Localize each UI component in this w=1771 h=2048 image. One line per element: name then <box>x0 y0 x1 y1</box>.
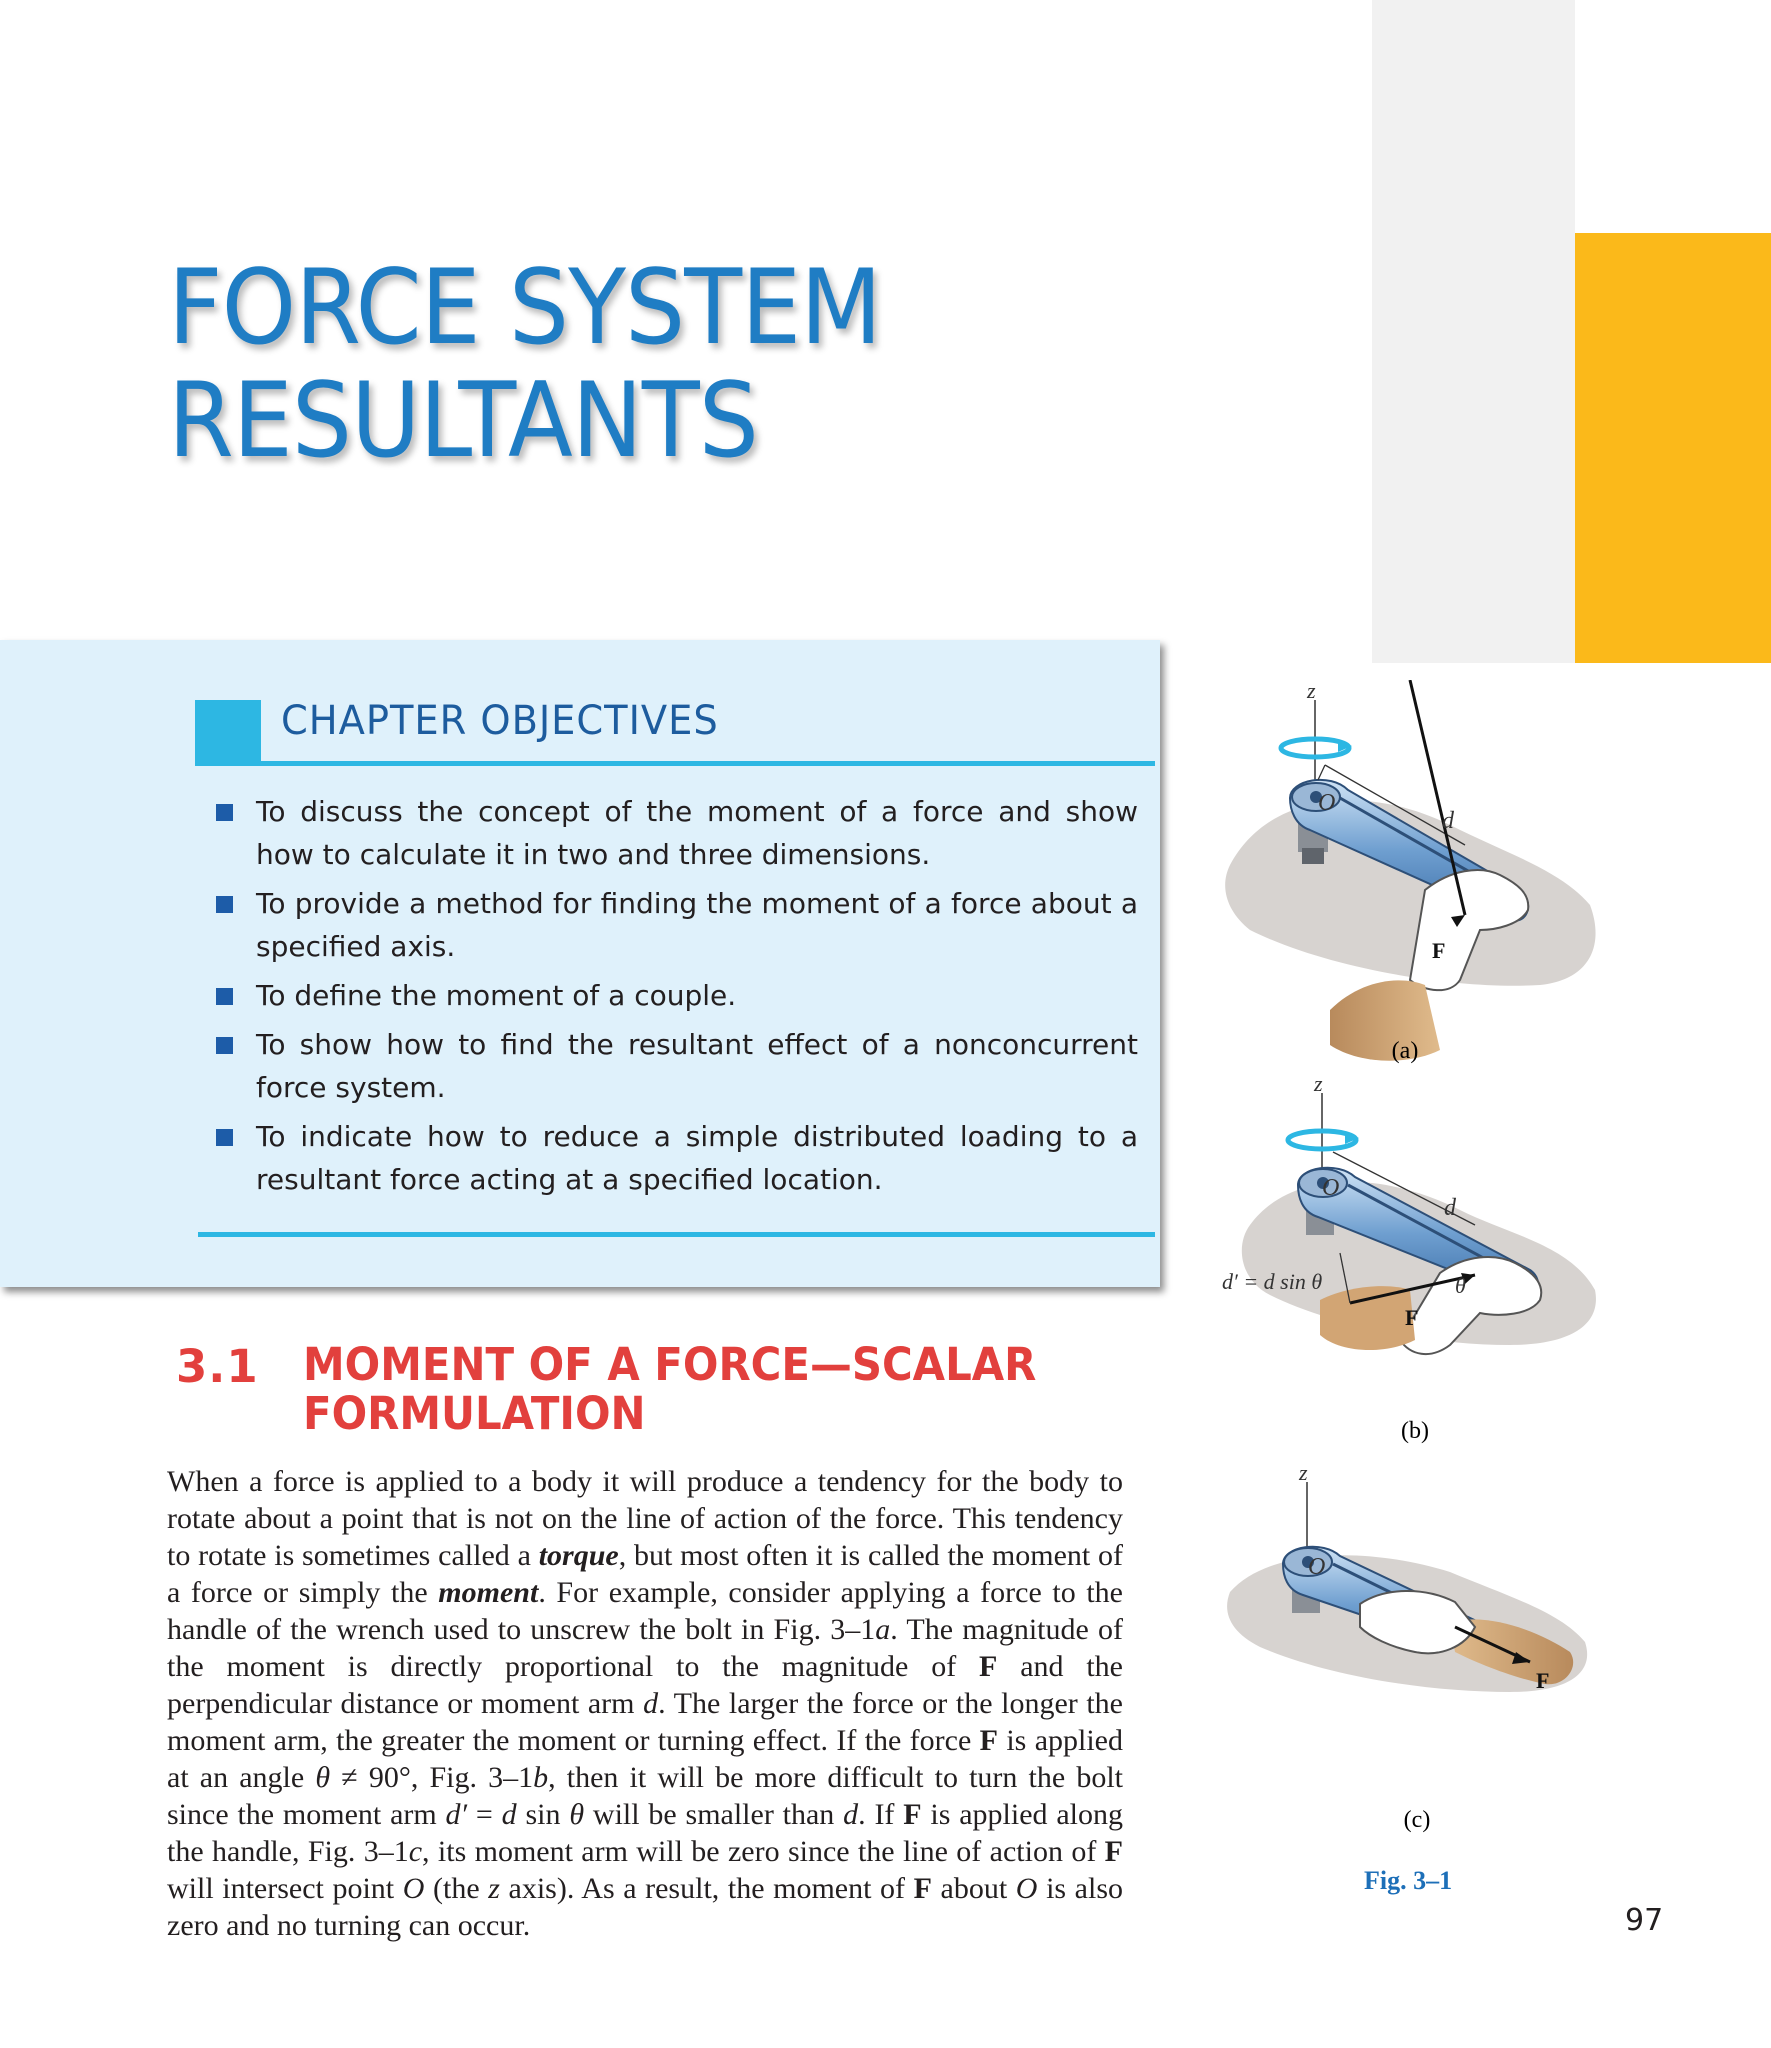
objective-text: To provide a method for finding the moment of a force about a specified axis. <box>256 887 1138 963</box>
subfigure-label-a: (a) <box>1391 1038 1419 1064</box>
label-z: z <box>1307 680 1316 703</box>
symbol-theta: θ <box>315 1761 331 1794</box>
text-run: axis). As a result, the moment of <box>499 1872 914 1905</box>
figure-3-1b-wrench <box>1210 1075 1610 1455</box>
objective-item <box>214 974 1138 1017</box>
label-d: d <box>1442 808 1454 834</box>
text-run: is applied along the handle, Fig. 3–1 <box>167 1798 1123 1868</box>
text-run: . The magnitude of the moment is directly proportional to the magnitude of <box>167 1613 1123 1683</box>
objectives-top-rule <box>195 761 1155 766</box>
subfigure-label-b: (b) <box>1401 1418 1429 1444</box>
objectives-bottom-rule <box>198 1232 1155 1237</box>
fig-ref-c: c <box>408 1835 423 1868</box>
text-run: , but most often it is called the moment of a force or simply the <box>167 1539 1124 1609</box>
page-number: 97 <box>1625 1903 1664 1938</box>
fig-ref-b: b <box>533 1761 549 1794</box>
label-d: d <box>1444 1195 1456 1221</box>
chapter-title-line-2: RESULTANTS <box>168 361 759 481</box>
symbol-d: d <box>643 1687 659 1720</box>
section-number: 3.1 <box>176 1340 259 1393</box>
text-run: is applied at an angle <box>167 1724 1123 1794</box>
text-run: ≠ 90°, Fig. 3–1 <box>330 1761 534 1794</box>
text-run: will be smaller than <box>584 1798 844 1831</box>
symbol-d: d <box>843 1798 859 1831</box>
objectives-heading: CHAPTER OBJECTIVES <box>281 698 719 744</box>
text-run: = <box>467 1798 502 1831</box>
decorative-gray-tab <box>1372 0 1575 663</box>
square-bullet-icon <box>216 896 233 913</box>
objectives-list <box>214 790 1138 1207</box>
body-paragraph <box>167 1463 1123 1944</box>
label-F: F <box>1536 1668 1550 1693</box>
objective-item <box>214 1023 1138 1109</box>
objectives-heading-marker <box>195 700 261 765</box>
label-F: F <box>1405 1305 1419 1330</box>
text-run: is also zero and no turning can occur. <box>167 1872 1123 1942</box>
text-run: will intersect point <box>167 1872 403 1905</box>
symbol-O: O <box>1015 1872 1038 1905</box>
label-d-prime: d′ = d sin θ <box>1222 1269 1323 1294</box>
decorative-orange-tab <box>1575 233 1771 663</box>
section-title <box>303 1340 1066 1438</box>
label-theta: θ <box>1455 1273 1466 1298</box>
objective-text: To show how to find the resultant effect of a nonconcurrent force system. <box>256 1028 1138 1104</box>
subfigure-label-c: (c) <box>1403 1807 1431 1833</box>
symbol-F: F <box>903 1798 922 1831</box>
label-F: F <box>1432 938 1446 963</box>
objective-text: To discuss the concept of the moment of a force and show how to calculate it in two and three dimensions. <box>256 795 1138 871</box>
text-run: . If <box>858 1798 904 1831</box>
objective-item <box>214 1115 1138 1201</box>
term-moment: moment <box>438 1576 539 1609</box>
label-z: z <box>1314 1075 1323 1096</box>
symbol-F: F <box>979 1650 998 1683</box>
symbol-F: F <box>1104 1835 1123 1868</box>
text-run: about <box>931 1872 1016 1905</box>
symbol-d: d <box>501 1798 517 1831</box>
square-bullet-icon <box>216 1129 233 1146</box>
figure-caption: Fig. 3–1 <box>1364 1866 1453 1895</box>
figure-3-1c-wrench <box>1210 1462 1610 1847</box>
text-run: . The larger the force or the longer the moment arm, the greater the moment or turning effect. If the force <box>167 1687 1123 1757</box>
symbol-F: F <box>979 1724 998 1757</box>
objective-item <box>214 882 1138 968</box>
objective-text: To indicate how to reduce a simple distributed loading to a resultant force acting at a specified location. <box>256 1120 1138 1196</box>
chapter-title-line-1: FORCE SYSTEM <box>168 248 882 368</box>
label-O: O <box>1322 1175 1340 1201</box>
figure-3-1a-wrench <box>1210 680 1610 1080</box>
chapter-title <box>168 248 996 481</box>
label-O: O <box>1318 790 1336 816</box>
text-run: and the perpendicular distance or moment arm <box>167 1650 1123 1720</box>
objective-item <box>214 790 1138 876</box>
square-bullet-icon <box>216 804 233 821</box>
label-z: z <box>1299 1462 1308 1485</box>
text-run: , its moment arm will be zero since the line of action of <box>422 1835 1105 1868</box>
text-run: , then it will be more difficult to turn the bolt since the moment arm <box>167 1761 1123 1831</box>
objective-text: To define the moment of a couple. <box>256 979 737 1012</box>
symbol-F: F <box>913 1872 932 1905</box>
square-bullet-icon <box>216 988 233 1005</box>
section-title-line-2: FORMULATION <box>303 1387 646 1440</box>
text-run: (the <box>424 1872 489 1905</box>
symbol-d-prime: d′ <box>445 1798 468 1831</box>
arm <box>1330 980 1440 1060</box>
section-title-line-1: MOMENT OF A FORCE—SCALAR <box>303 1338 1037 1391</box>
square-bullet-icon <box>216 1037 233 1054</box>
symbol-theta: θ <box>569 1798 585 1831</box>
text-run: sin <box>516 1798 570 1831</box>
symbol-O: O <box>402 1872 425 1905</box>
arm <box>1320 1286 1415 1350</box>
fig-ref-a: a <box>875 1613 891 1646</box>
term-torque: torque <box>538 1539 619 1572</box>
text-run: . For example, consider applying a force to the handle of the wrench used to unscrew the bolt in Fig. 3–1 <box>167 1576 1123 1646</box>
symbol-z: z <box>488 1872 500 1905</box>
text-run: When a force is applied to a body it will produce a tendency for the body to rotate about a point that is not on the line of action of the force. This tendency to rotate is sometimes called a <box>167 1465 1123 1572</box>
label-O: O <box>1308 1554 1326 1580</box>
